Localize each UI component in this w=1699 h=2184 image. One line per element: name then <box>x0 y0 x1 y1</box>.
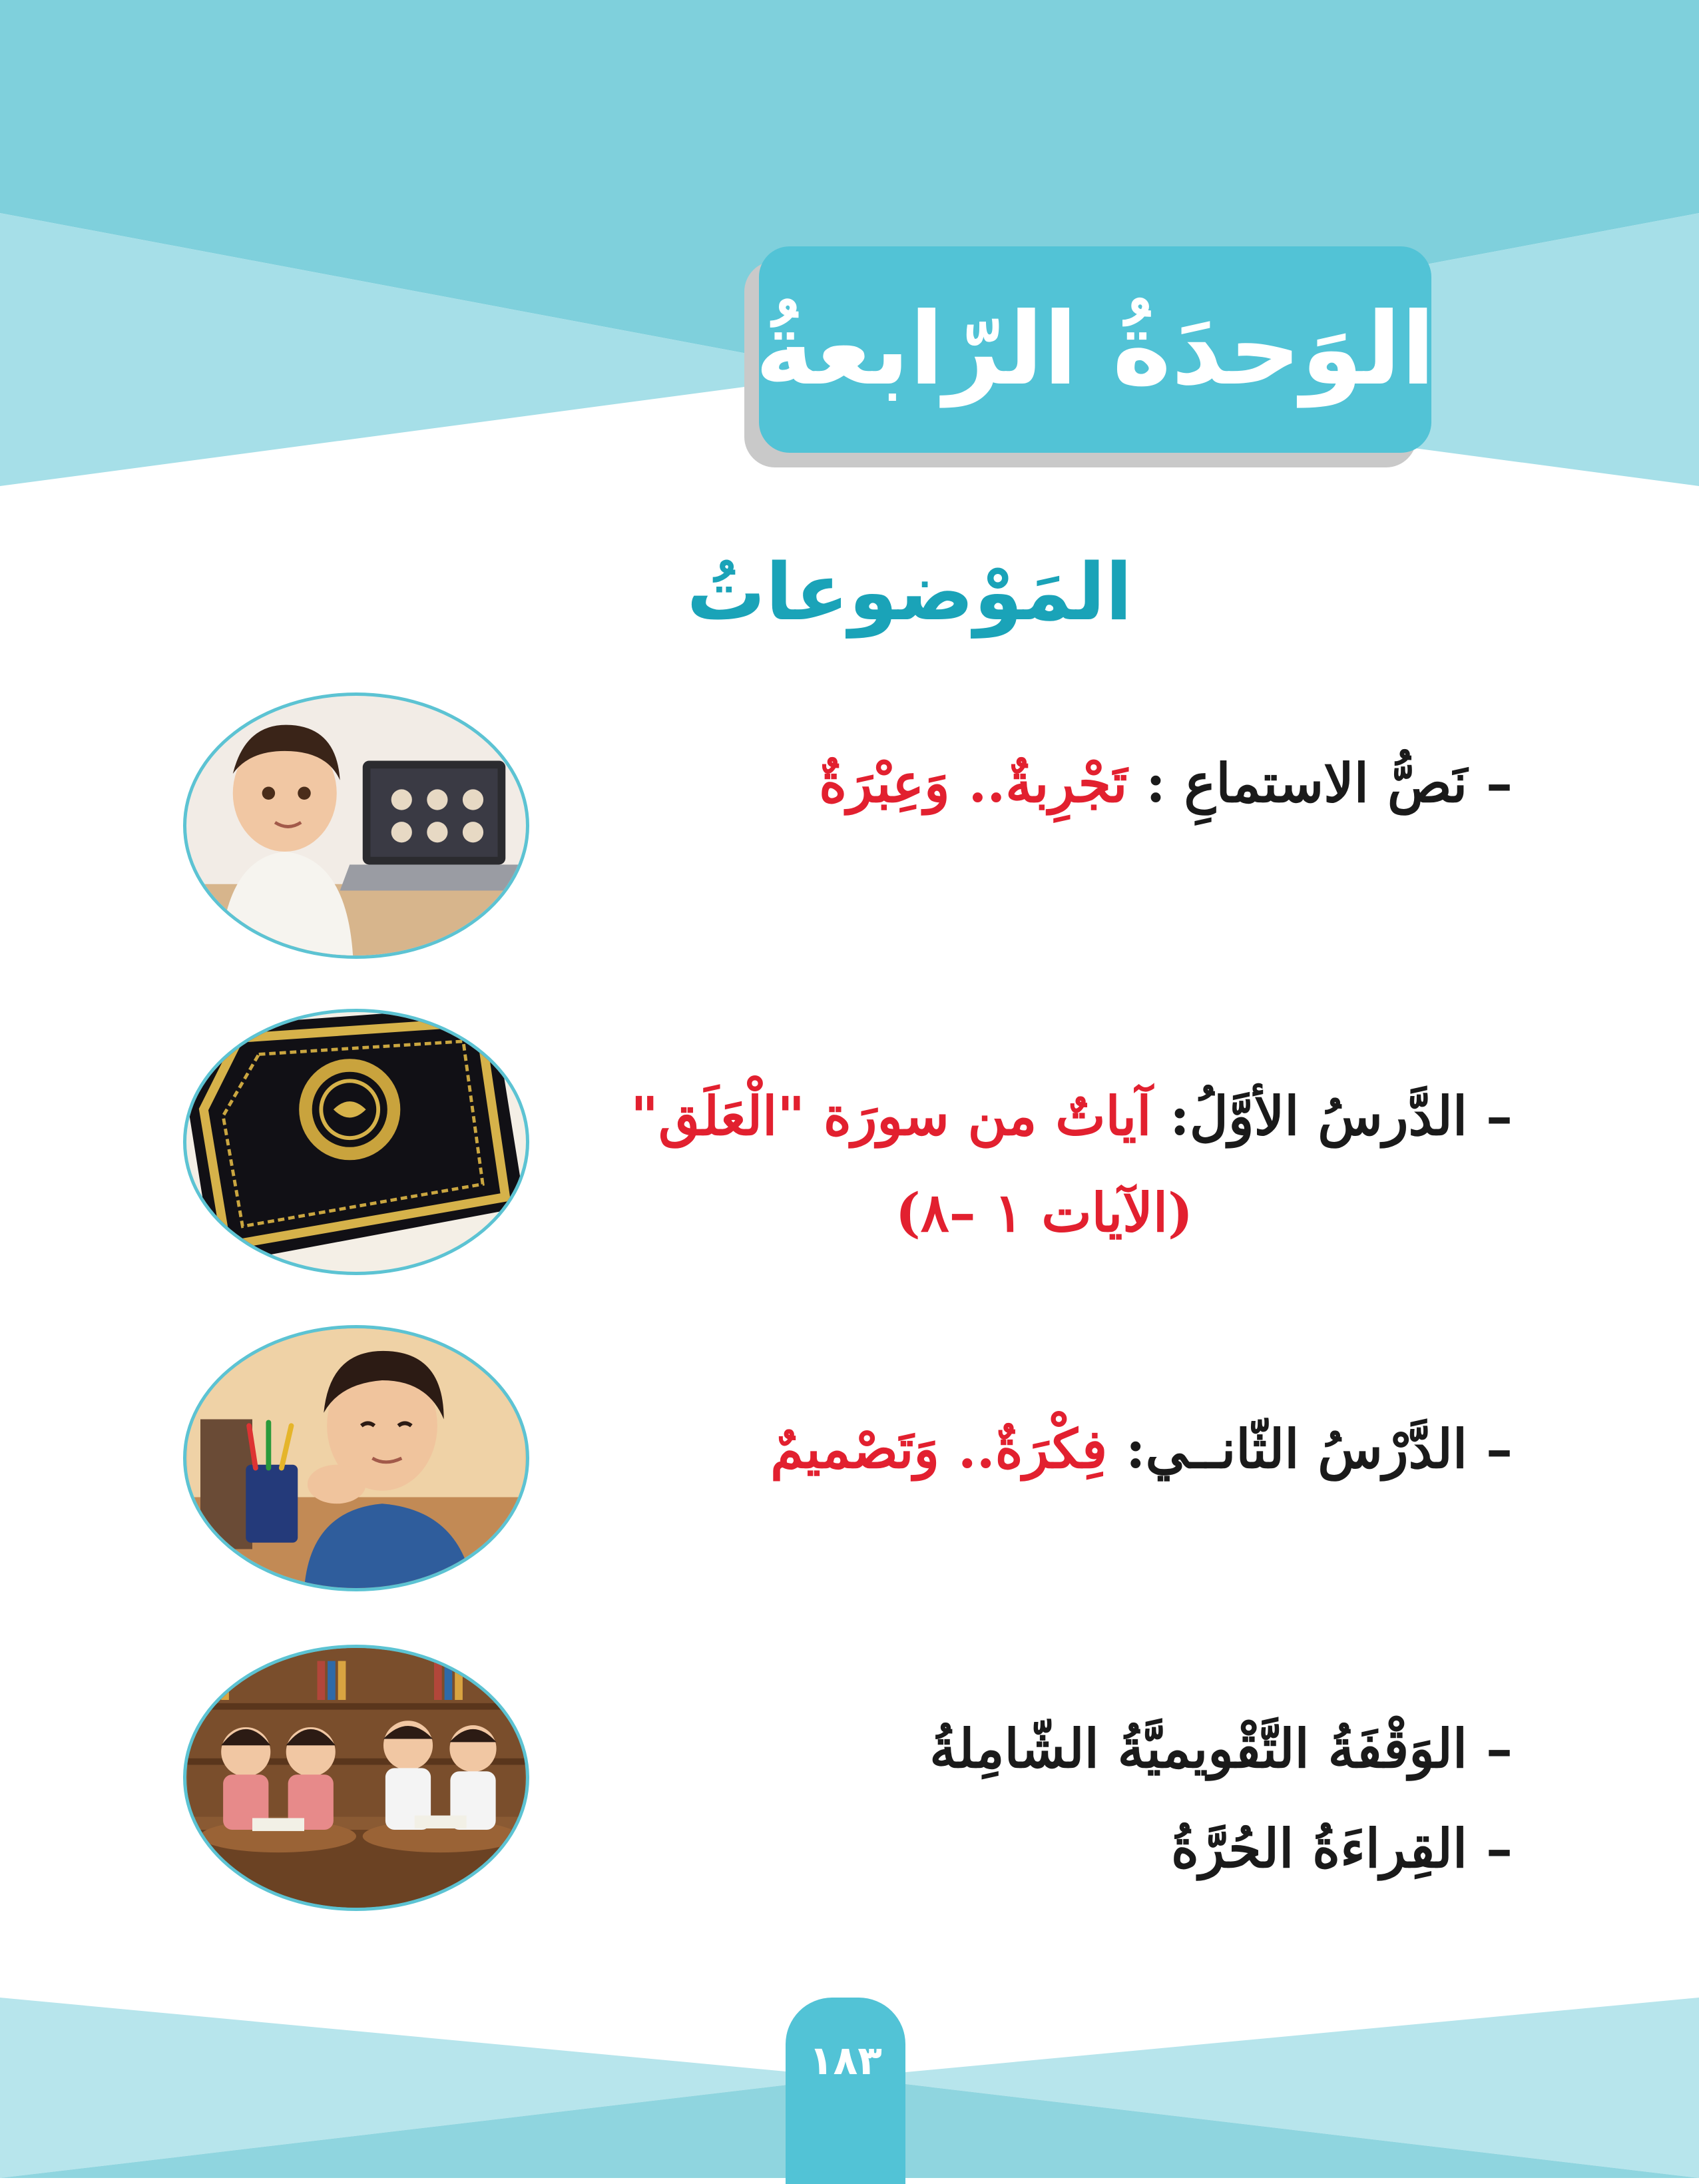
quran-book-illustration <box>183 1009 529 1275</box>
page-number: ١٨٣ <box>809 2038 882 2084</box>
topic-title: آياتٌ من سورَة "الْعَلَق" <box>630 1085 1152 1147</box>
topic-lesson-one-verses: (الآيات ١ –٨) <box>895 1181 1193 1244</box>
topic-listening-text <box>819 746 1513 820</box>
topic-lesson-one <box>630 1079 1513 1153</box>
topic-assessment: – الوَقْفَةُ التَّقْويميَّةُ الشّامِلةُ <box>929 1717 1513 1780</box>
topic-label: – الدَّرسُ الأوَّلُ: <box>1151 1085 1513 1147</box>
topic-title: تَجْرِبةٌ.. وَعِبْرَةٌ <box>819 752 1128 814</box>
topic-lesson-two <box>770 1412 1513 1486</box>
topic-free-reading: – القِراءَةُ الحُرَّةُ <box>1171 1817 1513 1880</box>
library-reading-illustration <box>183 1645 529 1911</box>
topic-label: – نَصُّ الاستماعِ : <box>1127 752 1513 814</box>
page-number-tab <box>786 1998 905 2184</box>
topic-label: – الدَّرْسُ الثّانــي: <box>1107 1418 1513 1480</box>
unit-title: الوَحدَةُ الرّابعةُ <box>755 292 1435 408</box>
unit-title-banner <box>755 246 1435 453</box>
boy-laptop-illustration <box>183 692 529 959</box>
boy-thinking-illustration <box>183 1325 529 1591</box>
topic-title: فِكْرَةٌ.. وَتَصْميمٌ <box>770 1418 1108 1480</box>
topics-heading: المَوْضوعاتُ <box>686 546 1132 638</box>
